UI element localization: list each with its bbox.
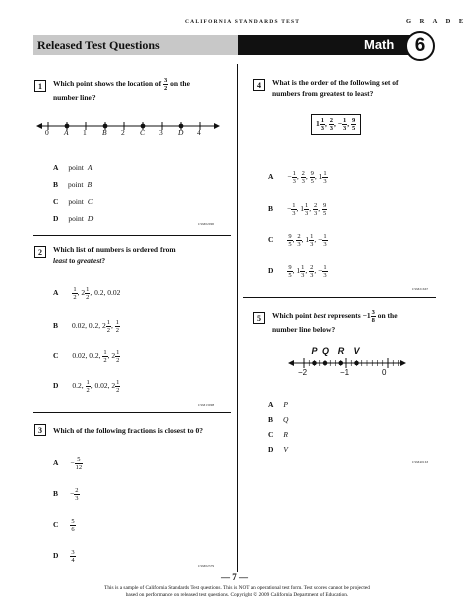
q3-option-a: A − $\frac{5}{12}$ [53, 455, 83, 471]
q1-axis-label: C [140, 128, 146, 137]
banner-title: Released Test Questions [37, 38, 160, 52]
q1-axis-labels [36, 128, 226, 140]
q1-axis-label: B [102, 128, 107, 137]
q1-code: CSM02090 [198, 222, 215, 226]
grade-word: G R A D E [406, 18, 467, 25]
q5-axis-label: 0 [382, 368, 387, 377]
q5-axis-label: −2 [298, 368, 308, 377]
q1-axis-label: 3 [159, 128, 163, 137]
question-5-text: Which point best represents −1 $\frac{3}{8}$ on the number line below? [272, 309, 398, 334]
q1-option-d: D point D [53, 214, 94, 223]
q1-divider [33, 235, 231, 236]
q2-divider [33, 412, 231, 413]
page-number: — 7 — [221, 572, 248, 582]
question-2-text: Which list of numbers is ordered from least to greatest? [53, 245, 176, 265]
question-4-text: What is the order of the following set of numbers from greatest to least? [272, 78, 399, 98]
q5-point-label: V [353, 346, 360, 356]
q2-code: CSM13098 [198, 403, 215, 407]
q5-option-d: D V [268, 445, 289, 454]
q5-point-label: P [311, 346, 318, 356]
question-number-5: 5 [253, 312, 265, 324]
question-number-4: 4 [253, 79, 265, 91]
q5-axis-labels [288, 368, 408, 380]
question-number-2: 2 [34, 246, 46, 258]
q3-option-b: B − $\frac{2}{3}$ [53, 486, 79, 502]
q5-point-Q [323, 361, 328, 366]
q5-option-a: A P [268, 400, 289, 409]
q5-option-c: C R [268, 430, 289, 439]
question-3-text: Which of the following fractions is closest to 0? [53, 426, 203, 435]
q5-point-P [312, 361, 317, 366]
q5-axis-label: −1 [340, 368, 350, 377]
q2-option-c: C 0.02, 0.2, $\frac{1}{2}$ , 2 $\frac{1}{2}$ [53, 348, 120, 364]
q5-option-b: B Q [268, 415, 289, 424]
question-number-1: 1 [34, 80, 46, 92]
column-divider [237, 64, 238, 572]
q1-axis-label: D [178, 128, 184, 137]
q1-axis-label: 0 [45, 128, 49, 137]
question-number-3: 3 [34, 424, 46, 436]
q3-code: CSM02379 [198, 564, 215, 568]
question-1-text: Which point shows the location of $\frac{3}{2}$ on the number line? [53, 77, 190, 102]
q4-option-d: D $\frac{9}{5}$ , 1 $\frac{1}{3}$ , $\frac{2}{3}$ , − $\frac{1}{3}$ [268, 263, 327, 279]
q4-divider [243, 297, 436, 298]
q5-point-V [354, 361, 359, 366]
q5-code: CSM40163 [412, 460, 429, 464]
q4-number-set: 1 $\frac{1}{3}$ , $\frac{2}{3}$ , − $\frac{1}{3}$ , $\frac{9}{5}$ [311, 114, 361, 135]
q3-option-d: D $\frac{3}{4}$ [53, 548, 75, 564]
q5-point-R [338, 361, 343, 366]
q5-point-label: R [337, 346, 345, 356]
q3-option-c: C $\frac{5}{6}$ [53, 517, 75, 533]
q1-axis-label: 4 [197, 128, 201, 137]
q2-option-a: A $\frac{1}{2}$ , 2 $\frac{1}{2}$ , 0.2, 0.02 [53, 285, 121, 301]
q4-option-a: A − $\frac{1}{3}$ , $\frac{2}{3}$ , $\frac{9}{5}$ , 1 $\frac{1}{3}$ [268, 169, 327, 185]
q4-option-b: B − $\frac{1}{3}$ , 1 $\frac{1}{3}$ , $\frac{2}{3}$ , $\frac{9}{5}$ [268, 201, 327, 217]
footer-text: This is a sample of California Standards Test questions. This is NOT an operational test form. Test scores cannot be projected based on performance on released test questions. Copyright © 2009 California Department of Education. [104, 585, 370, 598]
q5-point-label: Q [322, 346, 330, 356]
banner-subject: Math [364, 37, 395, 52]
q1-option-b: B point B [53, 180, 93, 189]
grade-badge: 6 [405, 31, 435, 61]
q1-option-a: A point A [53, 163, 93, 172]
q4-code: CSM21667 [412, 287, 429, 291]
q1-axis-label: 1 [83, 128, 87, 137]
q2-option-b: B 0.02, 0.2, 2 $\frac{1}{2}$ , $\frac{1}{2}$ [53, 318, 120, 334]
test-name: CALIFORNIA STANDARDS TEST [185, 19, 301, 25]
q1-axis-label: A [64, 128, 69, 137]
q1-axis-label: 2 [121, 128, 125, 137]
q2-option-d: D 0.2, $\frac{1}{2}$ , 0.02, 2 $\frac{1}{2}$ [53, 378, 120, 394]
q1-option-c: C point C [53, 197, 93, 206]
q4-option-c: C $\frac{9}{5}$ , $\frac{2}{3}$ , 1 $\frac{1}{3}$ , − $\frac{1}{3}$ [268, 232, 327, 248]
